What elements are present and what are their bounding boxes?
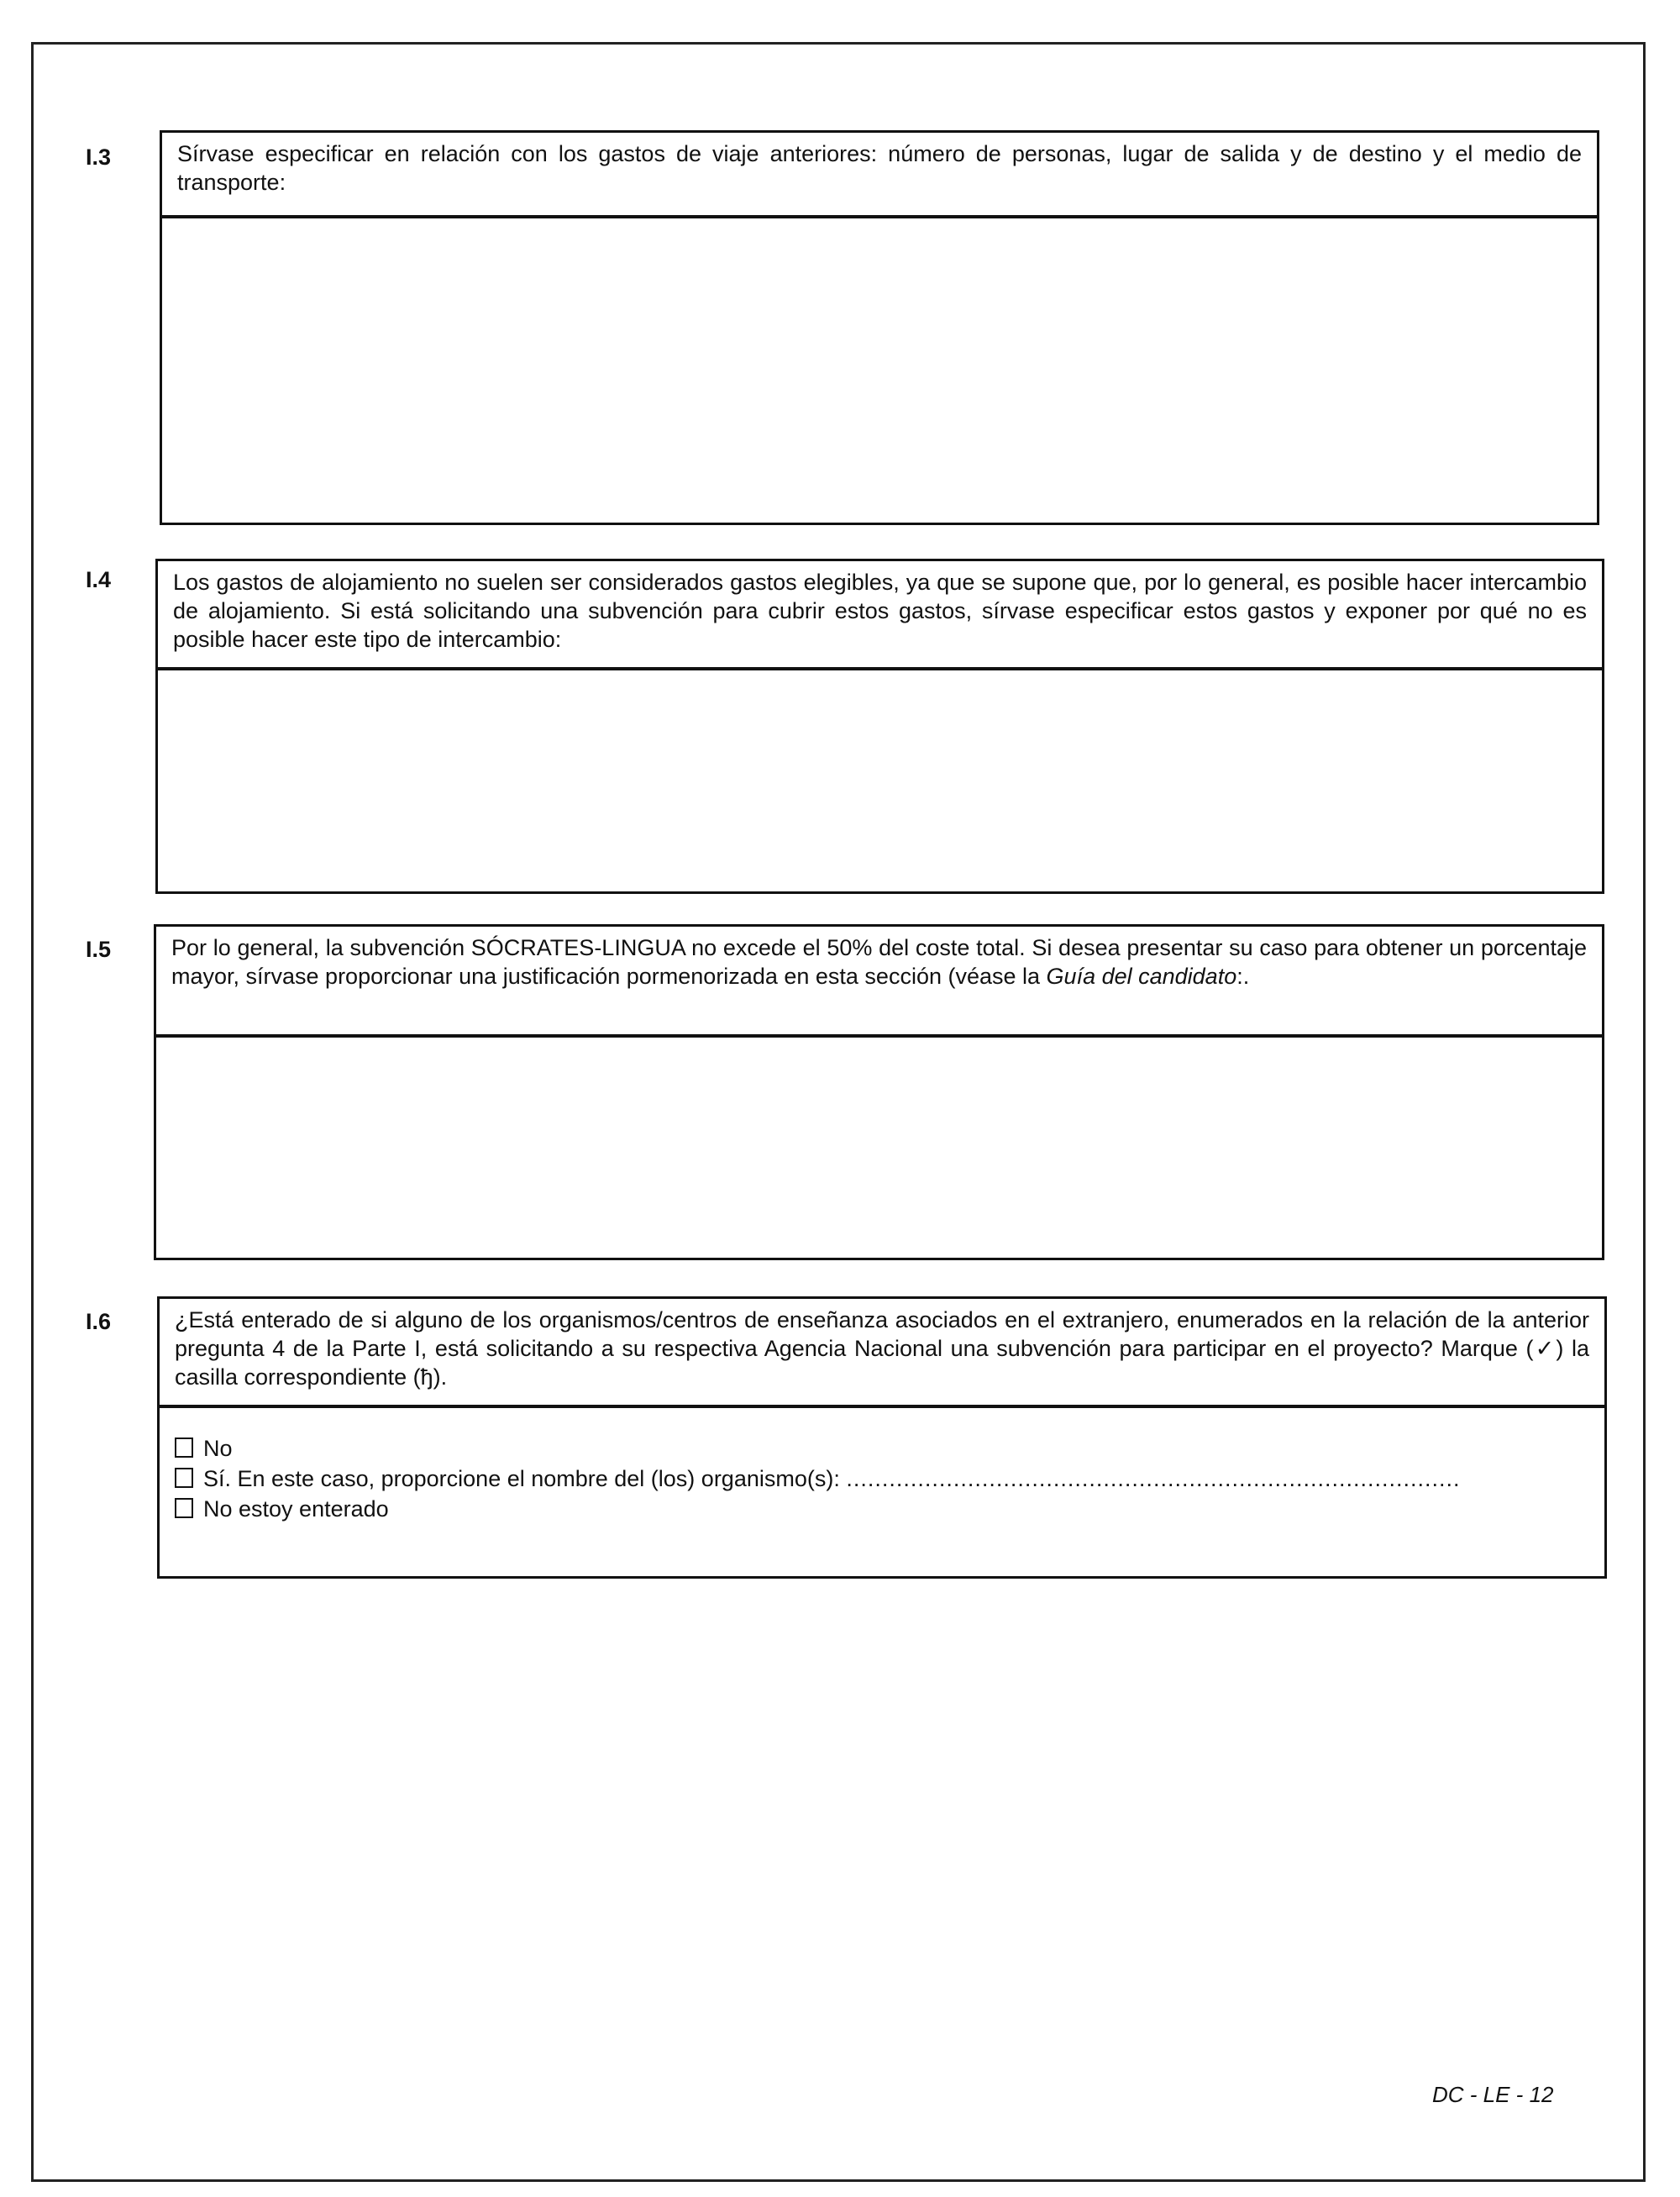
option-label: No — [203, 1436, 233, 1461]
answer-area[interactable] — [156, 1038, 1602, 1256]
question-text — [156, 927, 1602, 1038]
checkbox[interactable] — [175, 1438, 193, 1458]
checkbox[interactable] — [175, 1468, 193, 1488]
answer-area[interactable] — [162, 218, 1597, 521]
option-no-enterado[interactable] — [175, 1494, 1589, 1524]
question-box-i5 — [154, 924, 1604, 1260]
organism-name-field[interactable]: ...................................................................................... — [846, 1466, 1461, 1491]
page-code: DC - LE - 12 — [1432, 2082, 1554, 2107]
checkbox[interactable] — [175, 1498, 193, 1518]
question-number: I.3 — [86, 145, 112, 170]
question-box-i3 — [160, 130, 1599, 525]
question-number: I.6 — [86, 1309, 112, 1334]
question-text-tail: :. — [1236, 964, 1250, 989]
option-si[interactable] — [175, 1464, 1589, 1494]
question-text: Sírvase especificar en relación con los gastos de viaje anteriores: número de personas, lugar de salida y de destino y el medio de transporte: — [162, 133, 1597, 218]
answer-area[interactable] — [158, 670, 1602, 889]
question-text: Los gastos de alojamiento no suelen ser considerados gastos elegibles, ya que se supone que, por lo general, es posible hacer intercambio de alojamiento. Si está solicitando una subvención para cubrir estos gastos, sírvase especificar estos gastos y exponer por qué no es posible hacer este tipo de intercambio: — [158, 561, 1602, 670]
options-list — [160, 1408, 1604, 1549]
guide-title: Guía del candidato — [1046, 964, 1237, 989]
question-number: I.5 — [86, 937, 112, 962]
question-number: I.4 — [86, 567, 112, 592]
question-box-i6 — [157, 1296, 1607, 1579]
option-label: No estoy enterado — [203, 1496, 389, 1522]
question-text: ¿Está enterado de si alguno de los organismos/centros de enseñanza asociados en el extranjero, enumerados en la relación de la anterior pregunta 4 de la Parte I, está solicitando a su respectiva Agencia Nacional una subvención para participar en el proyecto? Marque (✓) la casilla correspondiente (ђ). — [160, 1299, 1604, 1408]
option-no[interactable] — [175, 1433, 1589, 1464]
question-text-main: Por lo general, la subvención SÓCRATES-LINGUA no excede el 50% del coste total. Si desea presentar su caso para obtener un porcentaje mayor, sírvase proporcionar una justificación pormenorizada en esta sección (véase la — [171, 935, 1587, 989]
option-label: Sí. En este caso, proporcione el nombre del (los) organismo(s): — [203, 1466, 840, 1491]
question-box-i4 — [155, 559, 1604, 894]
